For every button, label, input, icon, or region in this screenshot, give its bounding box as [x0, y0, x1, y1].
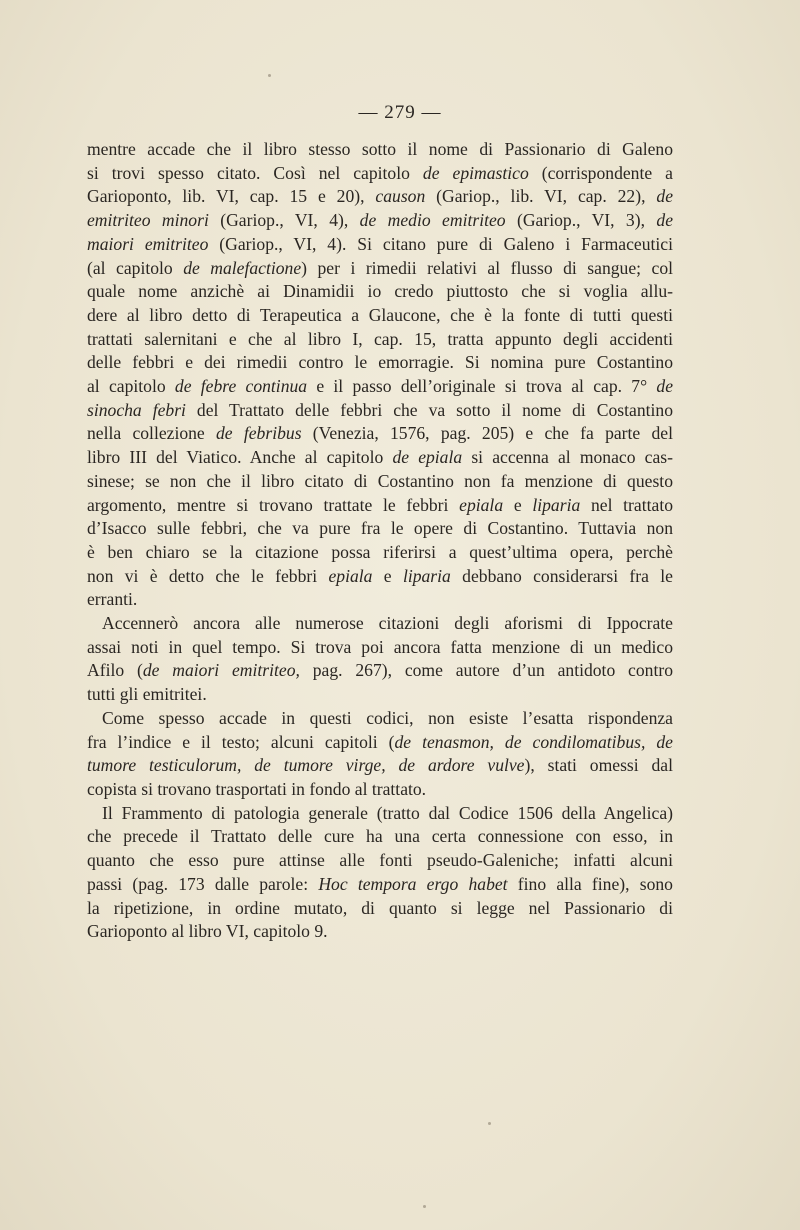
italic-citation: epiala — [459, 494, 504, 515]
text-run: (Gariop., VI, 3), — [505, 210, 657, 231]
italic-citation: de — [656, 186, 673, 207]
text-run: libro III del Viatico. Anche al capitolo — [87, 447, 393, 468]
text-run: mentre accade che il libro stesso sotto il nome di Passionario di Galeno — [87, 139, 673, 159]
text-run: e — [372, 565, 403, 586]
text-run: Come spesso accade in questi codici, non esiste l’esatta rispondenza — [102, 707, 673, 728]
italic-citation: de febre continua — [174, 376, 308, 397]
text-run: sinese; se non che il libro citato di Costantino non fa menzione di questo — [87, 470, 673, 491]
text-line — [87, 588, 673, 612]
italic-citation: de medio emitriteo — [359, 210, 506, 231]
text-line — [87, 778, 673, 802]
text-run: la ripetizione, in ordine mutato, di quanto si legge nel Passionario di — [87, 897, 673, 918]
page-speck — [423, 1205, 426, 1208]
italic-citation: de epimastico — [422, 162, 529, 183]
text-line — [87, 470, 673, 494]
text-run: Il Frammento di patologia generale (tratto dal Codice 1506 della Angelica) — [102, 802, 673, 823]
italic-citation: liparia — [402, 565, 451, 586]
text-run: del Trattato delle febbri che va sotto il nome di Costantino — [185, 399, 674, 420]
text-line — [87, 802, 673, 826]
text-run: (corrispondente a — [528, 162, 673, 183]
italic-citation: liparia — [532, 494, 581, 515]
text-run: Garioponto, lib. VI, cap. 15 e 20), — [87, 186, 376, 207]
page-number: — 279 — — [358, 102, 442, 123]
text-run: debbano considerarsi fra le — [450, 565, 673, 586]
italic-citation: tumore testiculorum, de tumore virge, de ardore vulve — [87, 755, 525, 776]
text-run: (Venezia, 1576, pag. 205) e che fa parte del — [301, 423, 673, 444]
text-line — [87, 517, 673, 541]
text-line — [87, 351, 673, 375]
text-line — [87, 233, 673, 257]
text-run: fra l’indice e il testo; alcuni capitoli ( — [87, 731, 395, 752]
italic-citation: de — [656, 376, 673, 397]
text-line — [87, 162, 673, 186]
text-run: pag. 267), come autore d’un antidoto contro — [299, 660, 674, 681]
text-run: (al capitolo — [87, 257, 184, 278]
text-run: che precede il Trattato delle cure ha una certa connessione con esso, in — [87, 826, 673, 847]
text-run: al capitolo — [87, 376, 175, 397]
text-run: non vi è detto che le febbri — [87, 565, 329, 586]
text-line — [87, 825, 673, 849]
text-line — [87, 257, 673, 281]
text-line — [87, 636, 673, 660]
text-line — [87, 375, 673, 399]
text-run: erranti. — [87, 589, 138, 610]
text-run: copista si trovano trasportati in fondo al trattato. — [87, 778, 427, 799]
italic-citation: emitriteo minori — [87, 210, 209, 231]
paragraph — [87, 802, 673, 944]
text-run: quanto che esso pure attinse alle fonti pseudo-Galeniche; infatti alcuni — [87, 850, 673, 871]
italic-citation: de — [656, 210, 673, 231]
italic-citation: de tenasmon, de condilomatibus, de — [394, 731, 673, 752]
text-run: nella collezione — [87, 423, 216, 444]
text-line — [87, 399, 673, 423]
text-run: ), stati omessi dal — [524, 755, 673, 776]
italic-citation: de febribus — [216, 423, 302, 444]
text-run: si accenna al monaco cas- — [462, 447, 673, 468]
italic-citation: de epiala — [392, 447, 463, 468]
italic-citation: de maiori emitriteo, — [142, 660, 300, 681]
text-run: Garioponto al libro VI, capitolo 9. — [87, 921, 328, 942]
text-line — [87, 304, 673, 328]
body-text — [87, 138, 673, 944]
text-run: (Gariop., VI, 4). Si citano pure di Galeno i Farmaceutici — [208, 233, 673, 254]
text-run: dere al libro detto di Terapeutica a Glaucone, che è la fonte di tutti questi — [87, 304, 673, 325]
page-speck — [268, 74, 271, 77]
text-run: delle febbri e dei rimedii contro le emorragie. Si nomina pure Costantino — [87, 352, 673, 373]
text-line — [87, 185, 673, 209]
text-run: Accennerò ancora alle numerose citazioni degli aforismi di Ippocrate — [102, 613, 673, 634]
text-run: d’Isacco sulle febbri, che va pure fra le opere di Costantino. Tuttavia non — [87, 518, 673, 539]
text-run: passi (pag. 173 dalle parole: — [87, 873, 319, 894]
text-line — [87, 565, 673, 589]
text-line — [87, 138, 673, 162]
text-line — [87, 920, 673, 944]
text-run: quale nome anzichè ai Dinamidii io credo piuttosto che si voglia allu- — [87, 281, 673, 302]
text-line — [87, 280, 673, 304]
text-line — [87, 446, 673, 470]
text-line — [87, 494, 673, 518]
text-run: trattati salernitani e che al libro I, cap. 15, tratta appunto degli accidenti — [87, 328, 673, 349]
text-run: (Gariop., VI, 4), — [208, 210, 360, 231]
text-line — [87, 541, 673, 565]
text-run: tutti gli emitritei. — [87, 684, 207, 705]
text-run: fino alla fine), sono — [507, 873, 673, 894]
italic-citation: de malefactione — [183, 257, 302, 278]
text-line — [87, 873, 673, 897]
text-run: Afilo ( — [87, 660, 143, 681]
text-run: (Gariop., lib. VI, cap. 22), — [425, 186, 657, 207]
text-line — [87, 707, 673, 731]
text-line — [87, 659, 673, 683]
text-line — [87, 422, 673, 446]
italic-citation: causon — [375, 186, 426, 207]
text-run: si trovi spesso citato. Così nel capitolo — [87, 162, 423, 183]
italic-citation: sinocha febri — [87, 399, 186, 420]
text-run: assai noti in quel tempo. Si trova poi ancora fatta menzione di un medico — [87, 636, 673, 657]
text-line — [87, 754, 673, 778]
paragraph — [87, 707, 673, 802]
text-line — [87, 731, 673, 755]
italic-citation: Hoc tempora ergo habet — [318, 873, 508, 894]
text-line — [87, 897, 673, 921]
text-run: argomento, mentre si trovano trattate le febbri — [87, 494, 460, 515]
text-run: e il passo dell’originale si trova al cap. 7° — [307, 376, 657, 397]
page-speck — [488, 1122, 491, 1125]
text-line — [87, 328, 673, 352]
text-run: è ben chiaro se la citazione possa riferirsi a quest’ultima opera, perchè — [87, 541, 673, 562]
text-line — [87, 612, 673, 636]
text-run: e — [503, 494, 533, 515]
paragraph — [87, 612, 673, 707]
text-line — [87, 683, 673, 707]
paragraph — [87, 138, 673, 612]
text-run: nel trattato — [580, 494, 673, 515]
text-run: ) per i rimedii relativi al flusso di sangue; col — [301, 257, 674, 278]
text-line — [87, 209, 673, 233]
text-line — [87, 849, 673, 873]
italic-citation: maiori emitriteo — [87, 233, 209, 254]
italic-citation: epiala — [328, 565, 373, 586]
